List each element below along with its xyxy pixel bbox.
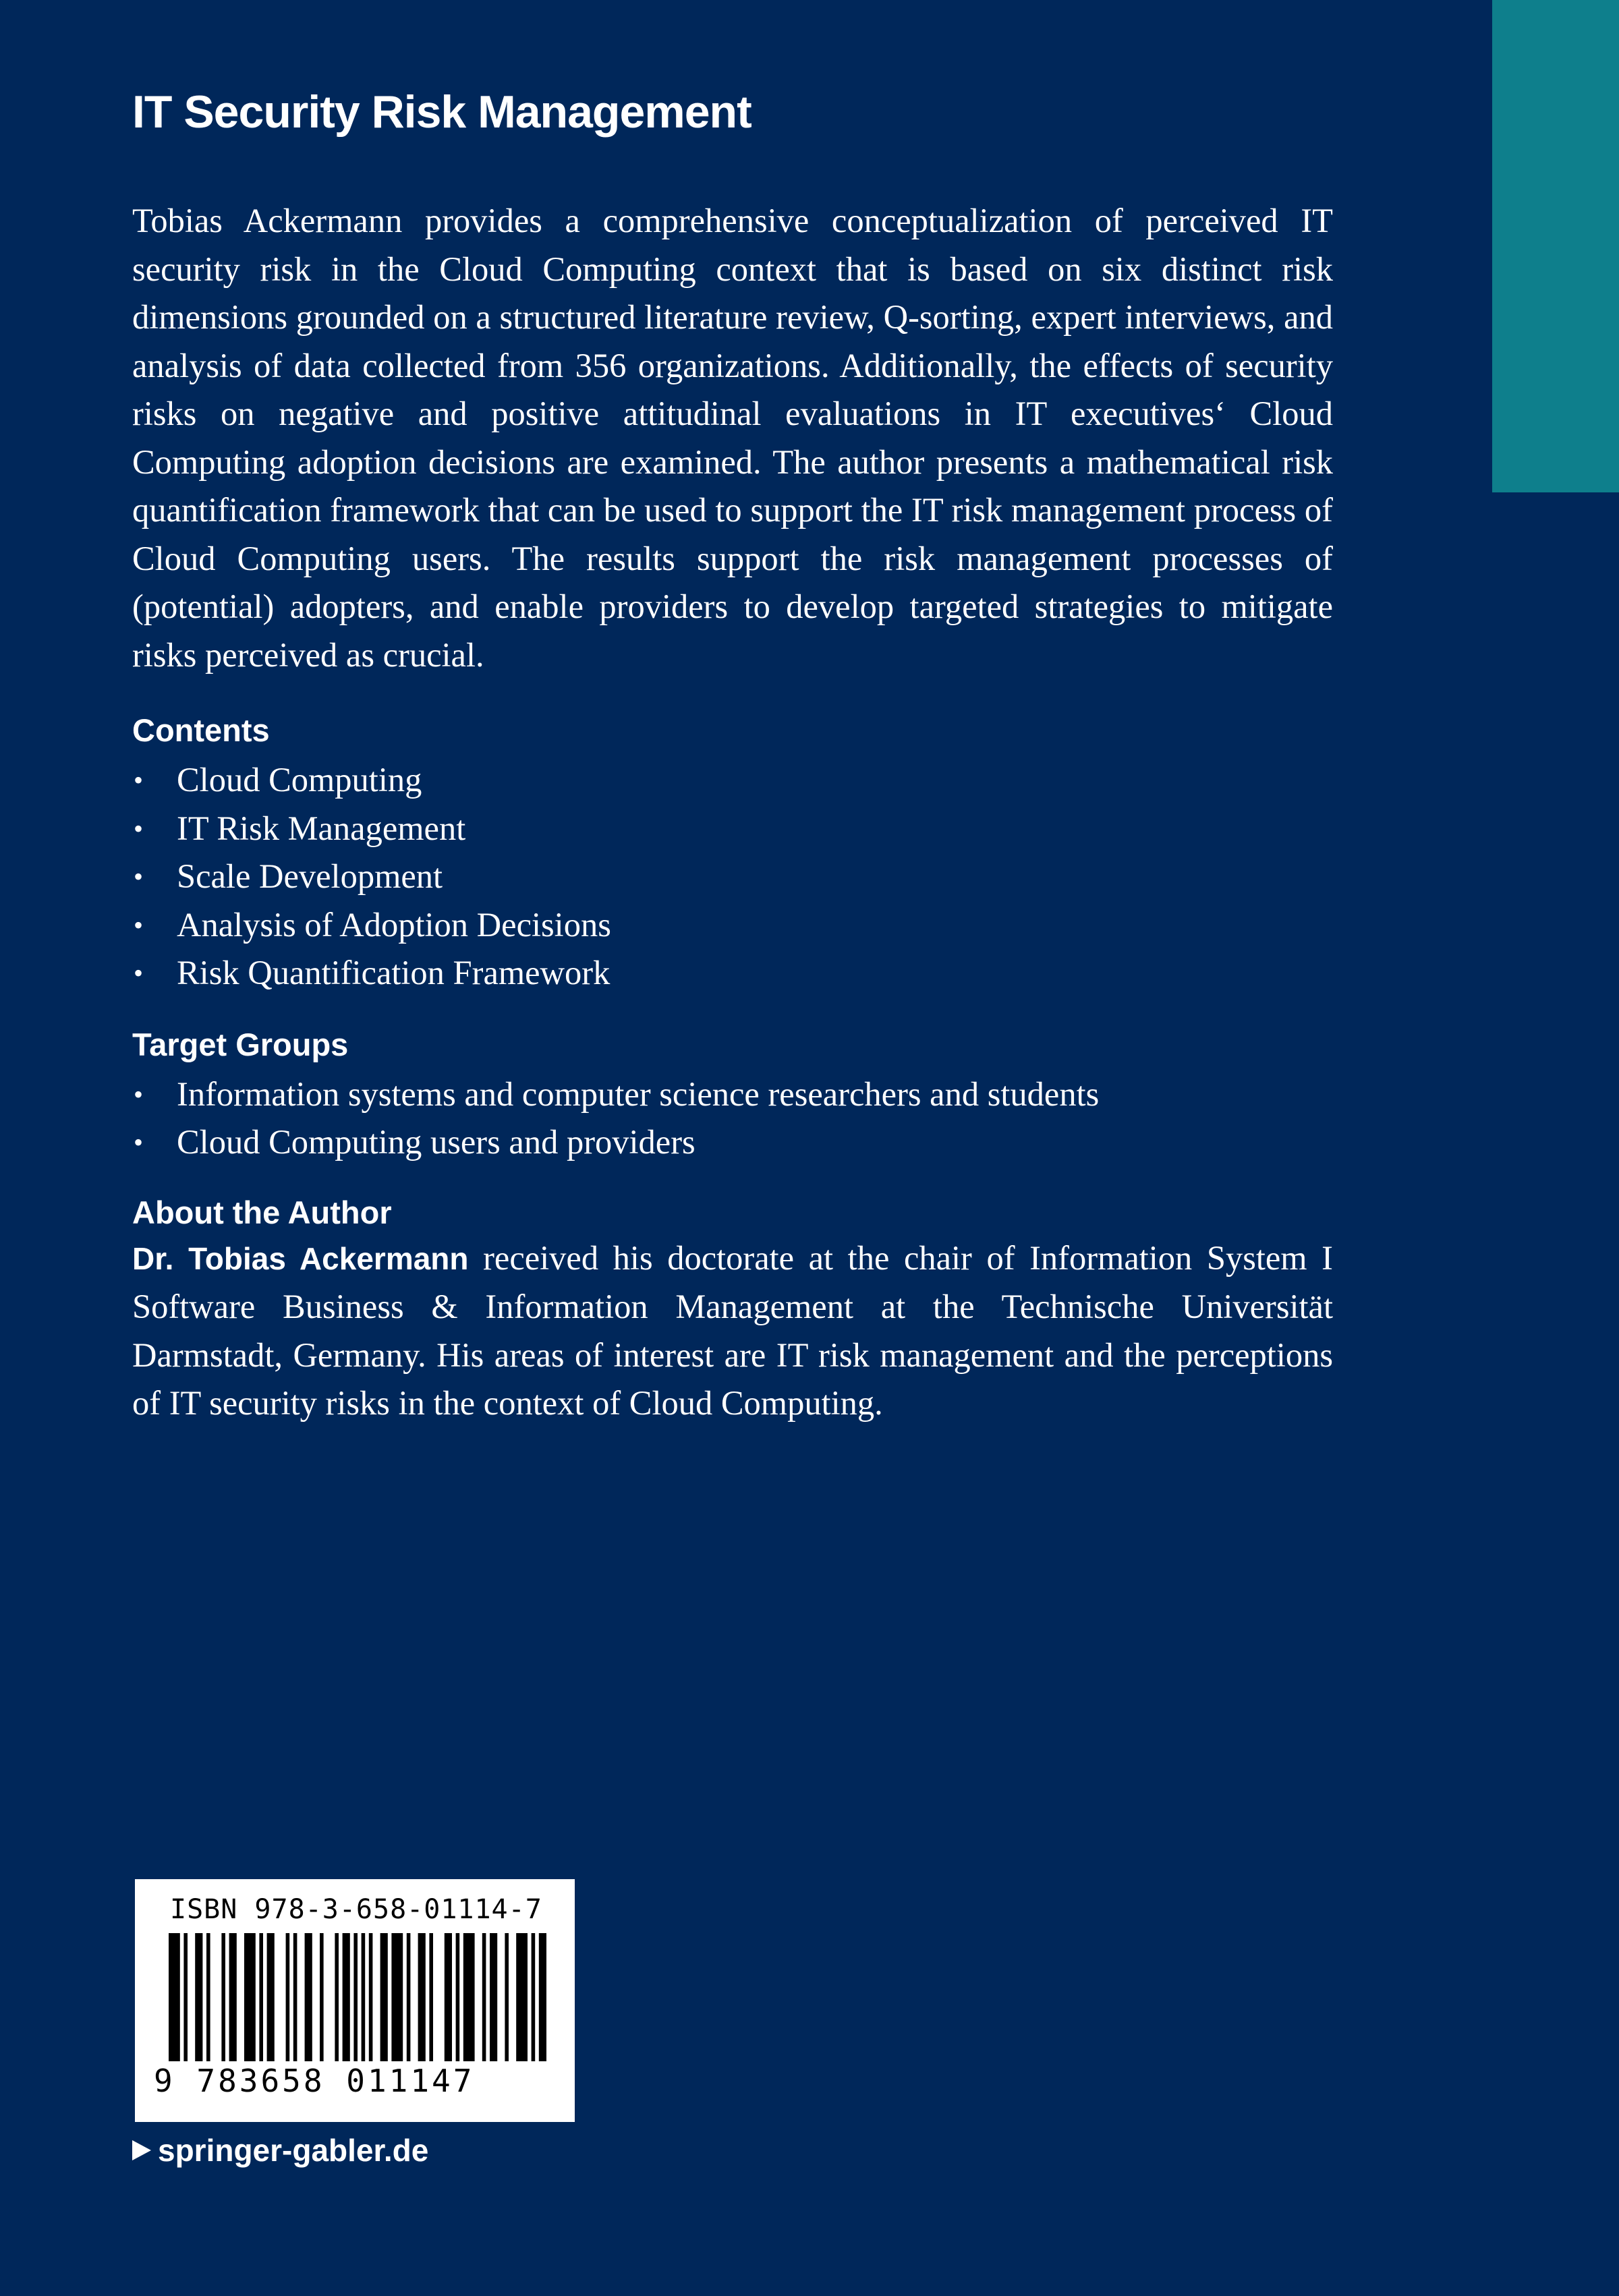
- barcode-bar: [539, 1933, 546, 2061]
- bullet-icon: •: [134, 1127, 144, 1157]
- bullet-icon: •: [134, 909, 144, 940]
- list-item: [132, 1118, 1346, 1167]
- contents-list: [132, 756, 1346, 998]
- barcode-bar: [429, 1933, 433, 2061]
- isbn-barcode: [135, 1879, 575, 2122]
- list-item: [132, 1070, 1346, 1119]
- list-item-text: Analysis of Adoption Decisions: [177, 905, 611, 944]
- list-item: [132, 805, 1346, 853]
- barcode-bar: [456, 1933, 460, 2061]
- barcode-bar: [343, 1933, 350, 2061]
- list-item: [132, 853, 1346, 901]
- barcode-bar: [229, 1933, 237, 2061]
- list-item-text: Cloud Computing: [177, 761, 422, 799]
- list-item-text: Scale Development: [177, 857, 443, 895]
- back-cover-content: [132, 85, 1346, 1428]
- list-item: [132, 901, 1346, 950]
- target-groups-heading: Target Groups: [132, 1026, 349, 1062]
- barcode-bar: [463, 1933, 475, 2061]
- contents-heading: Contents: [132, 712, 270, 748]
- barcode-bar: [362, 1933, 366, 2061]
- barcode-bar: [293, 1933, 297, 2061]
- bullet-icon: •: [134, 765, 144, 795]
- barcode-digits: 9 783658 011147: [154, 2063, 475, 2099]
- barcode-bar: [445, 1933, 452, 2061]
- author-name: Dr. Tobias Ackermann: [132, 1240, 469, 1276]
- barcode-bars: [169, 1933, 546, 2068]
- barcode-bar: [183, 1933, 188, 2061]
- barcode-bar: [482, 1933, 486, 2061]
- barcode-bar: [206, 1933, 210, 2061]
- barcode-bar: [407, 1933, 411, 2061]
- barcode-bar: [335, 1933, 339, 2061]
- target-groups-list: [132, 1070, 1346, 1167]
- list-item-text: IT Risk Management: [177, 809, 466, 847]
- barcode-bar: [369, 1933, 373, 2061]
- bullet-icon: •: [134, 958, 144, 988]
- accent-tab: [1492, 0, 1619, 492]
- list-item-text: Information systems and computer science researchers and students: [177, 1074, 1100, 1113]
- barcode-bar: [505, 1933, 509, 2061]
- barcode-bar: [286, 1933, 290, 2061]
- publisher-url: springer-gabler.de: [158, 2133, 429, 2168]
- bullet-icon: •: [134, 1079, 144, 1110]
- list-item-text: Risk Quantification Framework: [177, 954, 610, 992]
- barcode-bar: [305, 1933, 312, 2061]
- barcode-bar: [380, 1933, 388, 2061]
- barcode-bar: [259, 1933, 263, 2061]
- bullet-icon: •: [134, 813, 144, 844]
- barcode-bar: [532, 1933, 536, 2061]
- barcode-bar: [169, 1933, 180, 2061]
- author-bio: [132, 1234, 1333, 1428]
- barcode-bar: [490, 1933, 497, 2061]
- list-item-text: Cloud Computing users and providers: [177, 1123, 695, 1161]
- barcode-bar: [221, 1933, 225, 2061]
- bullet-icon: •: [134, 861, 144, 892]
- barcode-bar: [353, 1933, 358, 2061]
- barcode-bar: [418, 1933, 426, 2061]
- isbn-label: ISBN 978-3-658-01114-7: [170, 1894, 542, 1925]
- arrow-right-icon: [132, 2140, 151, 2160]
- barcode-bar: [516, 1933, 528, 2061]
- barcode-bar: [320, 1933, 324, 2061]
- barcode-bar: [267, 1933, 275, 2061]
- barcode-bar: [391, 1933, 403, 2061]
- list-item: [132, 949, 1346, 998]
- book-description: Tobias Ackermann provides a comprehensive conceptualization of perceived IT security risk in the Cloud Computing context that is based on six distinct risk dimensions grounded on a structured literature review, Q-sorting, expert interviews, and analysis of data collected from 356 organizations. Additionally, the effects of security risks on negative and positive attitudinal evaluations in IT executives‘ Cloud Computing adoption decisions are examined. The author presents a mathematical risk quantification framework that can be used to support the IT risk management process of Cloud Computing users. The results support the risk management processes of (potential) adopters, and enable providers to develop targeted strategies to mitigate risks perceived as crucial.: [132, 202, 1333, 674]
- author-bio-text: received his doctorate at the chair of Information System I Software Business & Information Management at the Technische Universität Darmstadt, Germany. His areas of interest are IT risk management and the perceptions of IT security risks in the context of Cloud Computing.: [132, 1238, 1333, 1422]
- list-item: [132, 756, 1346, 805]
- publisher-link[interactable]: [132, 2131, 428, 2169]
- book-title: IT Security Risk Management: [132, 86, 751, 138]
- barcode-bar: [244, 1933, 256, 2061]
- about-author-heading: About the Author: [132, 1194, 392, 1230]
- barcode-bar: [195, 1933, 202, 2061]
